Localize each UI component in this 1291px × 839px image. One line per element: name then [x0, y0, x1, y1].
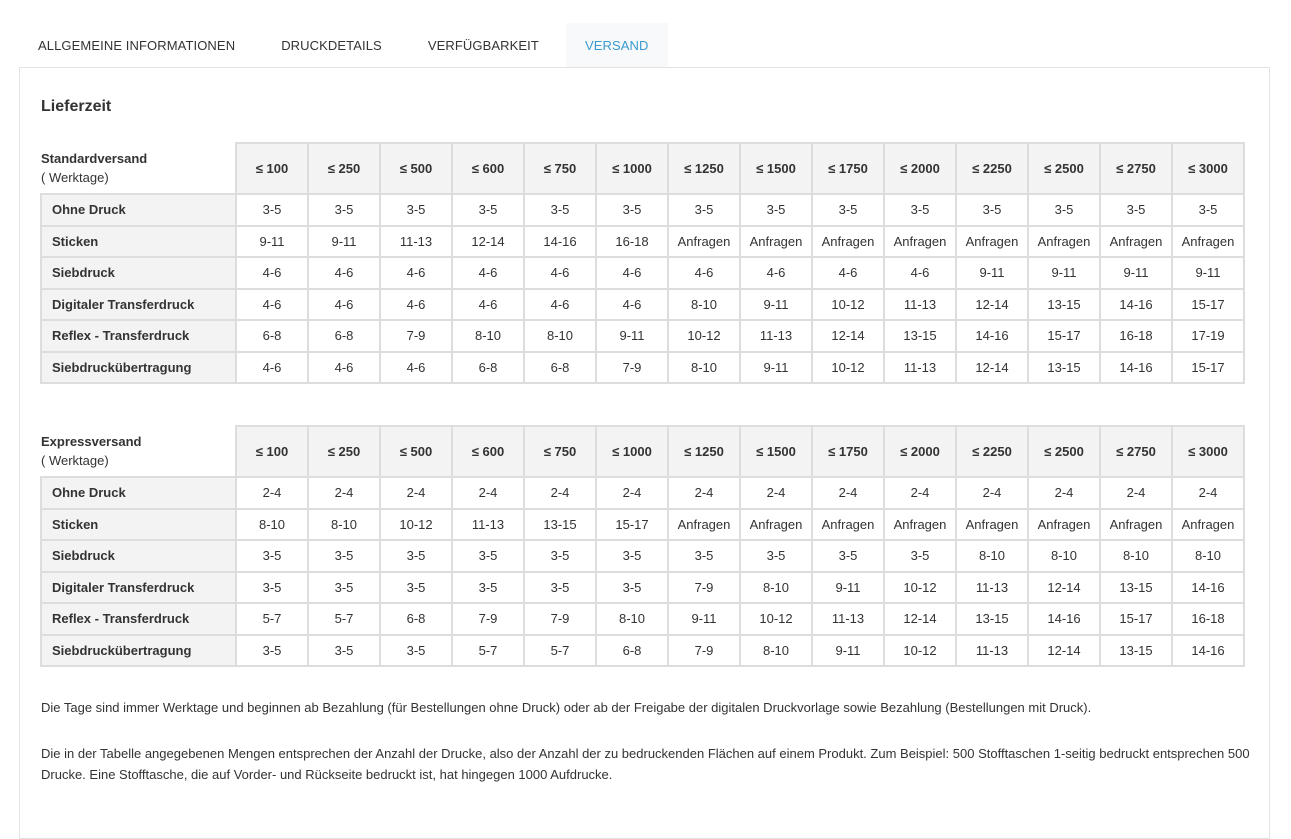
delivery-days-cell: 14-16 — [1028, 603, 1100, 635]
delivery-days-cell: 8-10 — [668, 289, 740, 321]
tab-verfuegbarkeit[interactable]: VERFÜGBARKEIT — [427, 37, 539, 53]
delivery-days-cell: 8-10 — [236, 509, 308, 541]
delivery-days-cell: 8-10 — [452, 320, 524, 352]
table-row-siebdruck — [41, 257, 1244, 289]
delivery-days-cell: 2-4 — [740, 477, 812, 509]
quantity-header: ≤ 600 — [452, 143, 524, 194]
delivery-days-cell: 4-6 — [524, 257, 596, 289]
delivery-days-cell: 3-5 — [1100, 194, 1172, 226]
delivery-days-cell: 4-6 — [308, 352, 380, 384]
expressversand-table — [40, 425, 1245, 667]
delivery-days-cell: 3-5 — [1172, 194, 1244, 226]
delivery-days-cell: 13-15 — [524, 509, 596, 541]
delivery-days-cell: Anfragen — [1100, 226, 1172, 258]
delivery-days-cell: 13-15 — [1028, 289, 1100, 321]
table-title: Expressversand — [41, 434, 142, 449]
delivery-days-cell: 8-10 — [1172, 540, 1244, 572]
delivery-days-cell: Anfragen — [740, 226, 812, 258]
table-caption — [41, 143, 236, 194]
quantity-header: ≤ 500 — [380, 143, 452, 194]
delivery-days-cell: 7-9 — [668, 635, 740, 667]
delivery-days-cell: 3-5 — [380, 572, 452, 604]
delivery-days-cell: 16-18 — [596, 226, 668, 258]
delivery-days-cell: 16-18 — [1100, 320, 1172, 352]
table-caption — [41, 426, 236, 477]
delivery-days-cell: 7-9 — [380, 320, 452, 352]
row-label: Siebdruck — [41, 257, 236, 289]
delivery-days-cell: 6-8 — [236, 320, 308, 352]
delivery-days-cell: 2-4 — [380, 477, 452, 509]
quantity-header: ≤ 1250 — [668, 426, 740, 477]
quantity-header: ≤ 2000 — [884, 143, 956, 194]
delivery-days-cell: 13-15 — [1100, 635, 1172, 667]
delivery-days-cell: 4-6 — [308, 257, 380, 289]
quantity-header: ≤ 500 — [380, 426, 452, 477]
table-row-reflex-transferdruck — [41, 603, 1244, 635]
delivery-days-cell: 9-11 — [1172, 257, 1244, 289]
delivery-days-cell: 11-13 — [956, 572, 1028, 604]
delivery-days-cell: 9-11 — [812, 635, 884, 667]
delivery-days-cell: Anfragen — [668, 509, 740, 541]
versand-panel — [19, 67, 1270, 839]
table-row-reflex-transferdruck — [41, 320, 1244, 352]
delivery-days-cell: 15-17 — [1028, 320, 1100, 352]
delivery-days-cell: 11-13 — [812, 603, 884, 635]
delivery-days-cell: 3-5 — [236, 194, 308, 226]
row-label: Reflex - Transferdruck — [41, 603, 236, 635]
delivery-days-cell: 2-4 — [884, 477, 956, 509]
delivery-days-cell: 13-15 — [956, 603, 1028, 635]
quantity-header: ≤ 1000 — [596, 143, 668, 194]
delivery-days-cell: 4-6 — [380, 289, 452, 321]
delivery-days-cell: 8-10 — [308, 509, 380, 541]
quantity-header: ≤ 1750 — [812, 143, 884, 194]
delivery-days-cell: 4-6 — [236, 352, 308, 384]
delivery-days-cell: 9-11 — [596, 320, 668, 352]
delivery-days-cell: 10-12 — [884, 572, 956, 604]
delivery-days-cell: 7-9 — [524, 603, 596, 635]
quantity-header: ≤ 2250 — [956, 426, 1028, 477]
delivery-days-cell: Anfragen — [956, 509, 1028, 541]
delivery-days-cell: Anfragen — [1028, 226, 1100, 258]
delivery-days-cell: 6-8 — [524, 352, 596, 384]
delivery-days-cell: 6-8 — [596, 635, 668, 667]
table-row-ohne-druck — [41, 477, 1244, 509]
delivery-days-cell: 3-5 — [524, 194, 596, 226]
quantity-header: ≤ 100 — [236, 426, 308, 477]
delivery-days-cell: 3-5 — [308, 194, 380, 226]
table-row-siebdruckuebertragung — [41, 635, 1244, 667]
delivery-days-cell: 9-11 — [668, 603, 740, 635]
quantity-header: ≤ 600 — [452, 426, 524, 477]
delivery-days-cell: 2-4 — [812, 477, 884, 509]
quantity-header: ≤ 1500 — [740, 143, 812, 194]
header-row — [41, 143, 1244, 194]
delivery-days-cell: 2-4 — [236, 477, 308, 509]
delivery-days-cell: 2-4 — [452, 477, 524, 509]
delivery-days-cell: 3-5 — [884, 194, 956, 226]
delivery-days-cell: Anfragen — [956, 226, 1028, 258]
quantity-header: ≤ 1750 — [812, 426, 884, 477]
delivery-days-cell: Anfragen — [884, 226, 956, 258]
row-label: Digitaler Transferdruck — [41, 572, 236, 604]
delivery-days-cell: 2-4 — [1100, 477, 1172, 509]
quantity-header: ≤ 250 — [308, 143, 380, 194]
delivery-days-cell: 2-4 — [1028, 477, 1100, 509]
table-row-sticken — [41, 226, 1244, 258]
table-subtitle: ( Werktage) — [41, 453, 109, 468]
delivery-days-cell: 3-5 — [596, 540, 668, 572]
row-label: Sticken — [41, 226, 236, 258]
quantity-header: ≤ 250 — [308, 426, 380, 477]
delivery-days-cell: 3-5 — [236, 572, 308, 604]
row-label: Ohne Druck — [41, 477, 236, 509]
delivery-days-cell: 17-19 — [1172, 320, 1244, 352]
row-label: Digitaler Transferdruck — [41, 289, 236, 321]
delivery-days-cell: 4-6 — [380, 257, 452, 289]
delivery-days-cell: 4-6 — [452, 257, 524, 289]
delivery-days-cell: 3-5 — [740, 194, 812, 226]
quantity-header: ≤ 2500 — [1028, 426, 1100, 477]
delivery-days-cell: 3-5 — [308, 540, 380, 572]
delivery-days-cell: 3-5 — [308, 635, 380, 667]
delivery-days-cell: 7-9 — [668, 572, 740, 604]
delivery-days-cell: 6-8 — [380, 603, 452, 635]
delivery-days-cell: 8-10 — [956, 540, 1028, 572]
row-label: Reflex - Transferdruck — [41, 320, 236, 352]
delivery-days-cell: 6-8 — [308, 320, 380, 352]
delivery-days-cell: 14-16 — [1100, 289, 1172, 321]
header-row — [41, 426, 1244, 477]
delivery-days-cell: 4-6 — [452, 289, 524, 321]
table-row-siebdruck — [41, 540, 1244, 572]
delivery-days-cell: 8-10 — [1028, 540, 1100, 572]
delivery-days-cell: 4-6 — [236, 289, 308, 321]
delivery-days-cell: 3-5 — [596, 572, 668, 604]
delivery-days-cell: 3-5 — [668, 194, 740, 226]
delivery-days-cell: 15-17 — [596, 509, 668, 541]
delivery-days-cell: 11-13 — [884, 289, 956, 321]
delivery-days-cell: 10-12 — [668, 320, 740, 352]
delivery-days-cell: 15-17 — [1172, 289, 1244, 321]
delivery-days-cell: 10-12 — [812, 289, 884, 321]
delivery-days-cell: 4-6 — [596, 257, 668, 289]
delivery-days-cell: 4-6 — [668, 257, 740, 289]
delivery-days-cell: 14-16 — [956, 320, 1028, 352]
table-row-siebdruckuebertragung — [41, 352, 1244, 384]
delivery-days-cell: 2-4 — [1172, 477, 1244, 509]
delivery-days-cell: Anfragen — [1028, 509, 1100, 541]
delivery-days-cell: Anfragen — [884, 509, 956, 541]
delivery-days-cell: 10-12 — [380, 509, 452, 541]
delivery-days-cell: 14-16 — [1100, 352, 1172, 384]
delivery-days-cell: 4-6 — [884, 257, 956, 289]
delivery-days-cell: 13-15 — [1028, 352, 1100, 384]
delivery-days-cell: 2-4 — [956, 477, 1028, 509]
delivery-days-cell: Anfragen — [812, 226, 884, 258]
delivery-days-cell: 3-5 — [1028, 194, 1100, 226]
tab-druckdetails[interactable]: DRUCKDETAILS — [281, 37, 382, 53]
delivery-days-cell: 12-14 — [956, 352, 1028, 384]
delivery-days-cell: 5-7 — [452, 635, 524, 667]
delivery-days-cell: 4-6 — [740, 257, 812, 289]
delivery-days-cell: 8-10 — [668, 352, 740, 384]
delivery-days-cell: 15-17 — [1100, 603, 1172, 635]
delivery-days-cell: 12-14 — [1028, 572, 1100, 604]
delivery-days-cell: 6-8 — [452, 352, 524, 384]
delivery-days-cell: 11-13 — [884, 352, 956, 384]
delivery-days-cell: 9-11 — [812, 572, 884, 604]
delivery-days-cell: 4-6 — [236, 257, 308, 289]
delivery-days-cell: 12-14 — [1028, 635, 1100, 667]
delivery-days-cell: 9-11 — [1100, 257, 1172, 289]
section-title: Lieferzeit — [41, 98, 112, 115]
delivery-days-cell: 3-5 — [740, 540, 812, 572]
tab-bar — [19, 23, 668, 67]
delivery-days-cell: 13-15 — [1100, 572, 1172, 604]
delivery-days-cell: 9-11 — [956, 257, 1028, 289]
delivery-days-cell: 3-5 — [452, 194, 524, 226]
delivery-days-cell: Anfragen — [1172, 226, 1244, 258]
delivery-days-cell: 7-9 — [596, 352, 668, 384]
delivery-days-cell: 10-12 — [884, 635, 956, 667]
delivery-days-cell: Anfragen — [740, 509, 812, 541]
tab-versand[interactable]: VERSAND — [566, 23, 668, 67]
delivery-days-cell: 3-5 — [380, 194, 452, 226]
quantity-header: ≤ 2750 — [1100, 143, 1172, 194]
delivery-days-cell: 11-13 — [380, 226, 452, 258]
delivery-days-cell: 13-15 — [884, 320, 956, 352]
row-label: Siebdruckübertragung — [41, 635, 236, 667]
delivery-days-cell: 3-5 — [524, 572, 596, 604]
delivery-days-cell: 5-7 — [308, 603, 380, 635]
delivery-days-cell: 11-13 — [452, 509, 524, 541]
delivery-days-cell: Anfragen — [668, 226, 740, 258]
delivery-days-cell: 11-13 — [740, 320, 812, 352]
delivery-days-cell: 8-10 — [1100, 540, 1172, 572]
delivery-days-cell: 16-18 — [1172, 603, 1244, 635]
delivery-days-cell: 2-4 — [668, 477, 740, 509]
delivery-days-cell: 8-10 — [740, 635, 812, 667]
row-label: Siebdruck — [41, 540, 236, 572]
delivery-days-cell: 5-7 — [236, 603, 308, 635]
row-label: Ohne Druck — [41, 194, 236, 226]
quantity-header: ≤ 2750 — [1100, 426, 1172, 477]
delivery-days-cell: 8-10 — [740, 572, 812, 604]
delivery-days-cell: 4-6 — [380, 352, 452, 384]
delivery-days-cell: 12-14 — [884, 603, 956, 635]
delivery-days-cell: 5-7 — [524, 635, 596, 667]
delivery-days-cell: Anfragen — [1172, 509, 1244, 541]
quantity-header: ≤ 2500 — [1028, 143, 1100, 194]
row-label: Sticken — [41, 509, 236, 541]
delivery-days-cell: 3-5 — [524, 540, 596, 572]
quantity-header: ≤ 2250 — [956, 143, 1028, 194]
table-title: Standardversand — [41, 151, 148, 166]
delivery-days-cell: 11-13 — [956, 635, 1028, 667]
quantity-header: ≤ 750 — [524, 143, 596, 194]
delivery-days-cell: 3-5 — [956, 194, 1028, 226]
delivery-days-cell: 4-6 — [812, 257, 884, 289]
delivery-days-cell: 9-11 — [236, 226, 308, 258]
table-row-sticken — [41, 509, 1244, 541]
table-subtitle: ( Werktage) — [41, 170, 109, 185]
delivery-days-cell: 12-14 — [956, 289, 1028, 321]
delivery-days-cell: 3-5 — [668, 540, 740, 572]
table-row-digitaler-transferdruck — [41, 289, 1244, 321]
delivery-days-cell: 14-16 — [524, 226, 596, 258]
delivery-days-cell: 4-6 — [596, 289, 668, 321]
delivery-days-cell: 8-10 — [524, 320, 596, 352]
delivery-days-cell: 10-12 — [740, 603, 812, 635]
note-mengen: Die in der Tabelle angegebenen Mengen entsprechen der Anzahl der Drucke, also der Anzahl der zu bedruckenden Flächen auf einem Produkt. Zum Beispiel: 500 Stofftaschen 1-seitig bedruckt entsprechen 500 Drucke. Eine Stofftasche, die auf Vorder- und Rückseite bedruckt ist, hat hingegen 1000 Aufdrucke. — [41, 746, 1250, 782]
delivery-days-cell: 15-17 — [1172, 352, 1244, 384]
delivery-days-cell: 3-5 — [452, 540, 524, 572]
delivery-days-cell: 14-16 — [1172, 635, 1244, 667]
delivery-days-cell: 9-11 — [740, 289, 812, 321]
quantity-header: ≤ 1000 — [596, 426, 668, 477]
quantity-header: ≤ 750 — [524, 426, 596, 477]
quantity-header: ≤ 2000 — [884, 426, 956, 477]
table-row-ohne-druck — [41, 194, 1244, 226]
standardversand-table — [40, 142, 1245, 384]
delivery-days-cell: 4-6 — [524, 289, 596, 321]
tab-allgemeine-informationen[interactable]: ALLGEMEINE INFORMATIONEN — [38, 37, 236, 53]
delivery-days-cell: 9-11 — [308, 226, 380, 258]
delivery-days-cell: 3-5 — [884, 540, 956, 572]
delivery-days-cell: Anfragen — [812, 509, 884, 541]
delivery-days-cell: 3-5 — [380, 540, 452, 572]
delivery-days-cell: 2-4 — [308, 477, 380, 509]
delivery-days-cell: 14-16 — [1172, 572, 1244, 604]
delivery-days-cell: 3-5 — [596, 194, 668, 226]
delivery-days-cell: 12-14 — [452, 226, 524, 258]
delivery-days-cell: Anfragen — [1100, 509, 1172, 541]
delivery-days-cell: 3-5 — [236, 635, 308, 667]
quantity-header: ≤ 100 — [236, 143, 308, 194]
delivery-days-cell: 12-14 — [812, 320, 884, 352]
delivery-days-cell: 9-11 — [740, 352, 812, 384]
quantity-header: ≤ 3000 — [1172, 143, 1244, 194]
delivery-days-cell: 3-5 — [812, 194, 884, 226]
delivery-days-cell: 3-5 — [380, 635, 452, 667]
table-row-digitaler-transferdruck — [41, 572, 1244, 604]
delivery-days-cell: 8-10 — [596, 603, 668, 635]
delivery-days-cell: 10-12 — [812, 352, 884, 384]
quantity-header: ≤ 1500 — [740, 426, 812, 477]
delivery-days-cell: 7-9 — [452, 603, 524, 635]
delivery-days-cell: 3-5 — [236, 540, 308, 572]
quantity-header: ≤ 3000 — [1172, 426, 1244, 477]
delivery-days-cell: 4-6 — [308, 289, 380, 321]
row-label: Siebdruckübertragung — [41, 352, 236, 384]
delivery-days-cell: 3-5 — [308, 572, 380, 604]
delivery-days-cell: 3-5 — [452, 572, 524, 604]
quantity-header: ≤ 1250 — [668, 143, 740, 194]
delivery-days-cell: 3-5 — [812, 540, 884, 572]
note-werktage: Die Tage sind immer Werktage und beginnen ab Bezahlung (für Bestellungen ohne Druck) oder ab der Freigabe der digitalen Druckvorlage sowie Bezahlung (Bestellungen mit Druck). — [41, 700, 1092, 715]
delivery-days-cell: 9-11 — [1028, 257, 1100, 289]
delivery-days-cell: 2-4 — [596, 477, 668, 509]
delivery-days-cell: 2-4 — [524, 477, 596, 509]
